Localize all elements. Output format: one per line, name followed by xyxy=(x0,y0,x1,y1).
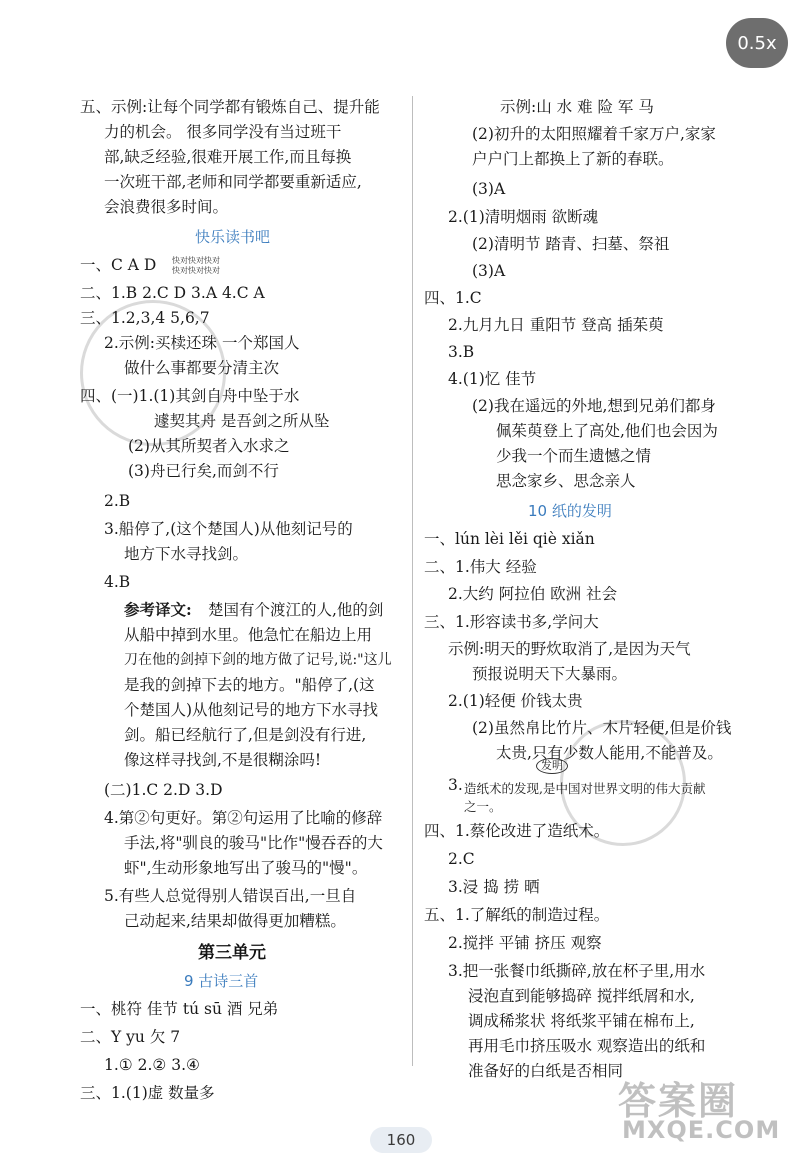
answer-line: 3. xyxy=(448,776,463,794)
answer-line: 5.有些人总觉得别人错误百出,一旦自 xyxy=(104,887,357,905)
answer-line: 2.(1)轻便 价钱太贵 xyxy=(448,692,583,710)
answer-line: 一、lún lèi lěi qiè xiǎn xyxy=(424,530,595,548)
answer-line: 4.第②句更好。第②句运用了比喻的修辞 xyxy=(104,809,383,827)
answer-line: 三、1.(1)虚 数量多 xyxy=(80,1084,215,1102)
lesson-title: 9 古诗三首 xyxy=(184,972,259,990)
answer-line: 示例:山 水 难 险 军 马 xyxy=(500,98,654,116)
answer-line: 示例:明天的野炊取消了,是因为天气 xyxy=(448,640,691,658)
answer-line: 四、1.C xyxy=(424,289,482,307)
answer-line: 二、1.B 2.C D 3.A 4.C A xyxy=(80,284,265,302)
answer-line: 户户门上都换上了新的春联。 xyxy=(472,150,674,168)
answer-line: 一、桃符 佳节 tú sū 酒 兄弟 xyxy=(80,1000,279,1018)
answer-line: 手法,将"驯良的骏马"比作"慢吞吞的大 xyxy=(124,834,383,852)
page-number: 160 xyxy=(370,1127,432,1153)
answer-line: 太贵,只有少数人能用,不能普及。 xyxy=(496,744,723,762)
answer-line: 准备好的白纸是否相同 xyxy=(468,1062,624,1080)
answer-line: 1.① 2.② 3.④ xyxy=(104,1056,200,1074)
answer-line: 刀在他的剑掉下剑的地方做了记号,说:"这儿 xyxy=(124,652,392,668)
circled-word: 发明 xyxy=(536,758,568,774)
small-annotation: 快对快对快对 xyxy=(172,256,220,265)
answer-line: 一、C A D xyxy=(80,256,157,274)
answer-line: (3)A xyxy=(472,262,506,280)
answer-line: (2)初升的太阳照耀着千家万户,家家 xyxy=(472,125,716,143)
answer-line: 地方下水寻找剑。 xyxy=(124,545,249,563)
answer-line: 剑。船已经航行了,但是剑没有行进, xyxy=(124,726,367,744)
answer-line: (2)虽然帛比竹片、木片轻便,但是价钱 xyxy=(472,719,732,737)
answer-line: 3.船停了,(这个楚国人)从他刻记号的 xyxy=(104,520,353,538)
answer-line: 2.示例:买椟还珠 一个郑国人 xyxy=(104,334,300,352)
answer-line: 预报说明天下大暴雨。 xyxy=(472,665,628,683)
section-heading: 快乐读书吧 xyxy=(195,228,271,246)
answer-line: 五、1.了解纸的制造过程。 xyxy=(424,906,610,924)
answer-line: 三、1.形容读书多,学问大 xyxy=(424,613,599,631)
answer-line: 虾",生动形象地写出了骏马的"慢"。 xyxy=(124,859,368,877)
answer-line: 二、Y yu 欠 7 xyxy=(80,1028,181,1046)
answer-line: 3.把一张餐巾纸撕碎,放在杯子里,用水 xyxy=(448,962,706,980)
site-watermark xyxy=(610,1070,790,1150)
answer-line: 力的机会。 很多同学没有当过班干 xyxy=(104,123,342,141)
answer-line: 2.(1)清明烟雨 欲断魂 xyxy=(448,208,599,226)
answer-line: 2.大约 阿拉伯 欧洲 社会 xyxy=(448,585,618,603)
unit-title: 第三单元 xyxy=(198,943,266,963)
small-annotation: 快对快对快对 xyxy=(172,266,220,275)
answer-line: 己动起来,结果却做得更加糟糕。 xyxy=(124,912,346,930)
answer-line: 会浪费很多时间。 xyxy=(104,198,229,216)
answer-line: 佩茱萸登上了高处,他们也会因为 xyxy=(496,422,718,440)
column-divider xyxy=(412,96,413,1066)
answer-line: (二)1.C 2.D 3.D xyxy=(104,781,223,799)
lesson-title: 10 纸的发明 xyxy=(528,502,612,520)
answer-line: 四、1.蔡伦改进了造纸术。 xyxy=(424,822,610,840)
answer-line: 从船中掉到水里。他急忙在船边上用 xyxy=(124,626,373,644)
answer-line: (3)舟已行矣,而剑不行 xyxy=(128,462,279,480)
zoom-level-badge[interactable]: 0.5x xyxy=(726,18,788,68)
answer-line: 调成稀浆状 将纸浆平铺在棉布上, xyxy=(468,1012,695,1030)
answer-line: 2.B xyxy=(104,492,131,510)
answer-line: 2.搅拌 平铺 挤压 观察 xyxy=(448,934,602,952)
answer-line: 是我的剑掉下去的地方。"船停了,(这 xyxy=(124,676,375,694)
answer-line: 四、(一)1.(1)其剑自舟中坠于水 xyxy=(80,387,300,405)
answer-line: 3.浸 捣 捞 晒 xyxy=(448,878,540,896)
watermark-url: MXQE.COM xyxy=(622,1116,781,1144)
answer-line: 个楚国人)从他刻记号的地方下水寻找 xyxy=(124,701,379,719)
watermark-logo-text: 答案圈 xyxy=(618,1079,739,1123)
answer-line: 之一。 xyxy=(464,799,502,814)
answer-line: 部,缺乏经验,很难开展工作,而且每换 xyxy=(104,148,352,166)
answer-line: 楚国有个渡江的人,他的剑 xyxy=(208,601,384,619)
answer-line: 浸泡直到能够捣碎 搅拌纸屑和水, xyxy=(468,987,695,1005)
answer-line: (2)我在遥远的外地,想到兄弟们都身 xyxy=(472,397,716,415)
answer-line: 2.C xyxy=(448,850,475,868)
answer-line: (2)从其所契者入水求之 xyxy=(128,437,290,455)
answer-line: 三、1.2,3,4 5,6,7 xyxy=(80,309,210,327)
answer-line: 4.(1)忆 佳节 xyxy=(448,370,537,388)
answer-line: 遽契其舟 是吾剑之所从坠 xyxy=(154,412,330,430)
answer-line: 少我一个而生遗憾之情 xyxy=(496,447,652,465)
answer-line: 二、1.伟大 经验 xyxy=(424,558,537,576)
answer-line: 4.B xyxy=(104,573,131,591)
answer-line: 3.B xyxy=(448,343,475,361)
answer-line: 再用毛巾挤压吸水 观察造出的纸和 xyxy=(468,1037,706,1055)
answer-line: (2)清明节 踏青、扫墓、祭祖 xyxy=(472,235,670,253)
translation-label: 参考译文: xyxy=(124,600,192,619)
answer-line: 思念家乡、思念亲人 xyxy=(496,472,636,490)
answer-line: 造纸术的发现,是中国对世界文明的伟大贡献 xyxy=(464,781,706,796)
answer-line: (3)A xyxy=(472,180,506,198)
answer-line: 像这样寻找剑,不是很糊涂吗! xyxy=(124,751,322,769)
answer-line: 做什么事都要分清主次 xyxy=(124,359,280,377)
answer-line: 五、示例:让每个同学都有锻炼自己、提升能 xyxy=(80,98,380,116)
answer-line: 2.九月九日 重阳节 登高 插茱萸 xyxy=(448,316,664,334)
answer-line: 一次班干部,老师和同学都要重新适应, xyxy=(104,173,362,191)
